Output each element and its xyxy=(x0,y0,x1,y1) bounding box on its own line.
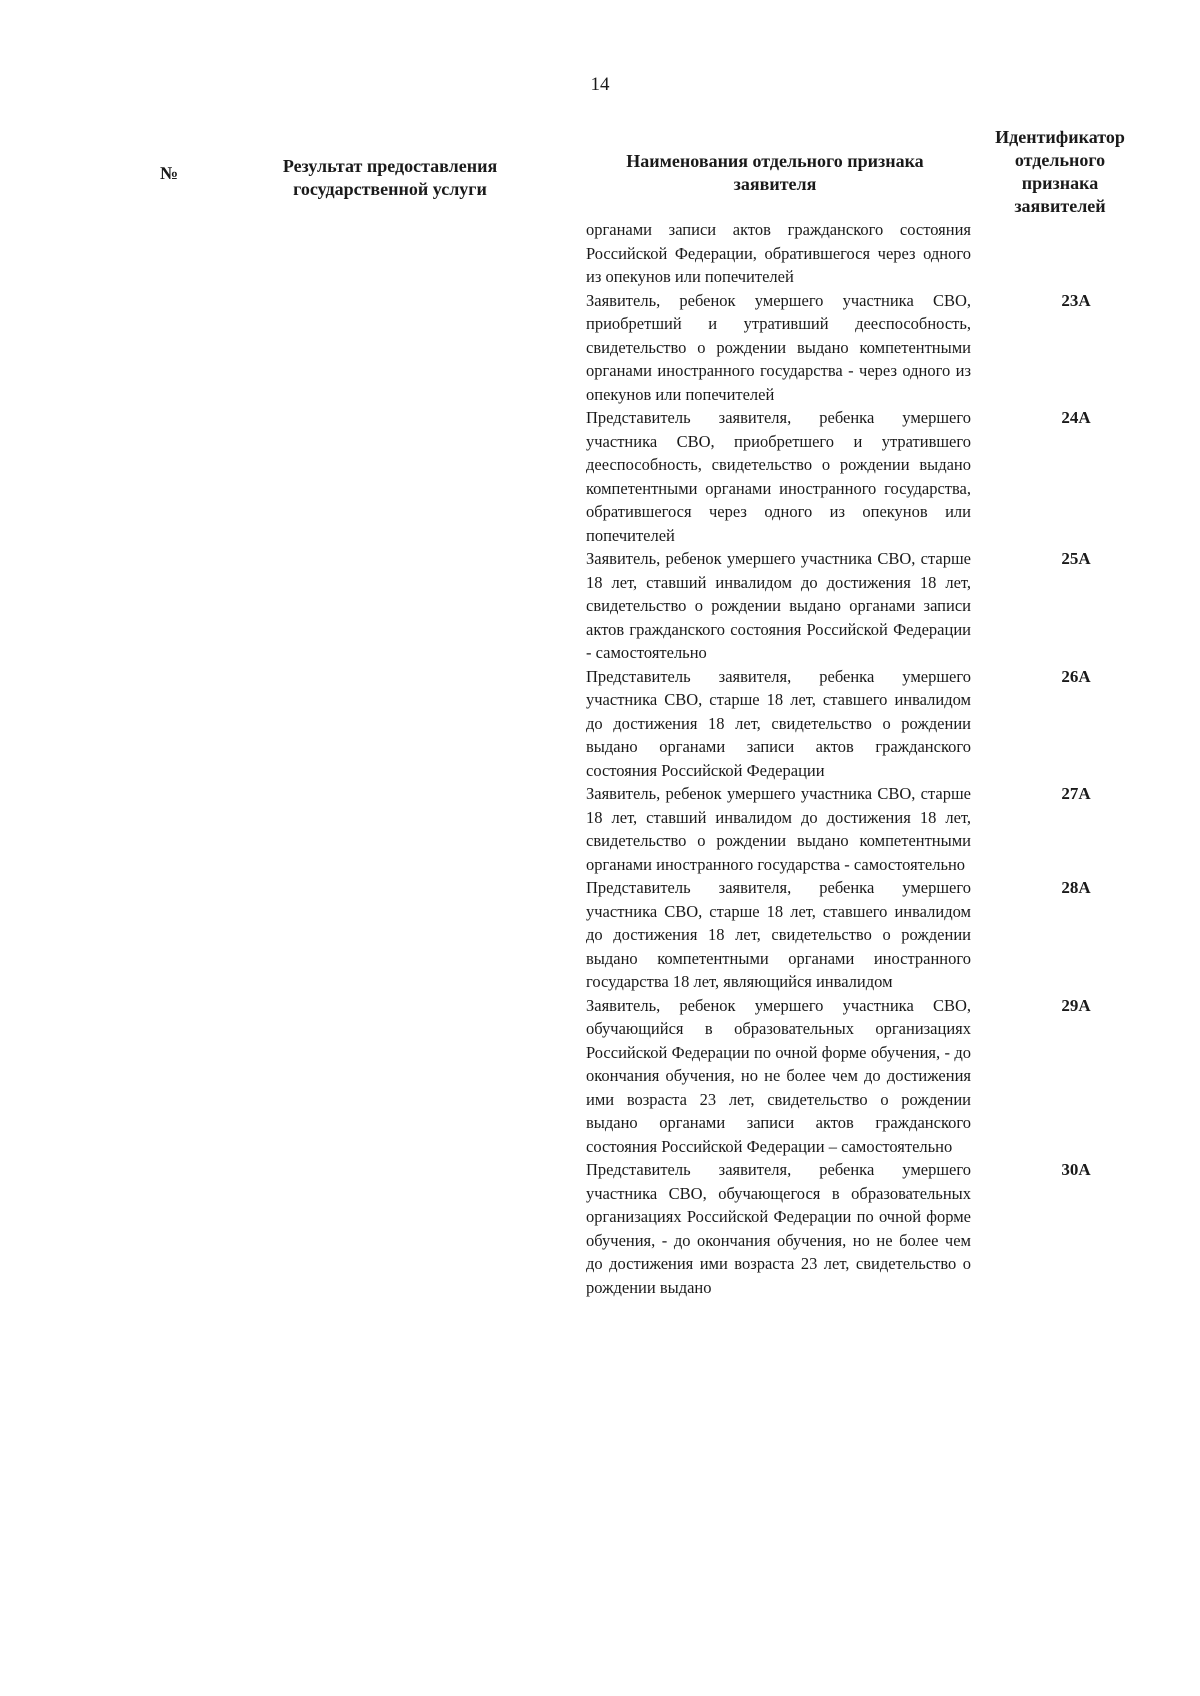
applicant-attribute-text: Заявитель, ребенок умершего участника СВО, старше 18 лет, ставший инвалидом до достижения 18 лет, свидетельство о рождении выдано компетентными органами иностранного государства - самостоятельно xyxy=(586,784,971,874)
table-row xyxy=(586,665,1091,783)
attribute-identifier: 25А xyxy=(1061,549,1091,568)
attribute-identifier: 23А xyxy=(1061,290,1091,310)
applicant-attribute-text: Представитель заявителя, ребенка умершего участника СВО, старше 18 лет, ставшего инвалидом до достижения 18 лет, свидетельство о рождении выдано органами записи актов гражданского состояния Российской Федерации xyxy=(586,666,971,780)
attribute-identifier: 26А xyxy=(1061,666,1091,686)
page-number: 14 xyxy=(590,74,610,95)
table-row xyxy=(586,547,1091,665)
applicant-attribute-text: Представитель заявителя, ребенка умершего участника СВО, обучающегося в образовательных организациях Российской Федерации по очной форме обучения, - до окончания обучения, но не более чем до достижения ими возраста 23 лет, свидетельство о рождении выдано xyxy=(586,1160,971,1297)
column-header-result: Результат предоставления государственной услуги xyxy=(282,156,498,199)
applicant-attribute-text: Представитель заявителя, ребенка умершего участника СВО, приобретшего и утратившего дееспособность, свидетельство о рождении выдано компетентными органами иностранного государства, обратившегося через одного из опекунов или попечителей xyxy=(586,408,971,545)
table-row xyxy=(586,782,1091,876)
applicant-attribute-text: Представитель заявителя, ребенка умершего участника СВО, старше 18 лет, ставшего инвалидом до достижения 18 лет, свидетельство о рождении выдано компетентными органами иностранного государства 18 лет, являющийся инвалидом xyxy=(586,878,971,991)
table-row xyxy=(586,289,1091,407)
table-body xyxy=(586,218,1091,1299)
table-row xyxy=(586,994,1091,1159)
column-header-identifier: Идентификатор отдельного признака заявителей xyxy=(995,127,1125,216)
table-row xyxy=(586,876,1091,994)
applicant-attribute-text: Заявитель, ребенок умершего участника СВО, старше 18 лет, ставший инвалидом до достижения 18 лет, свидетельство о рождении выдано органами записи актов гражданского состояния Российской Федерации - самостоятельно xyxy=(586,549,971,662)
attribute-identifier: 28А xyxy=(1061,878,1091,897)
table-row xyxy=(586,406,1091,547)
column-header-name: Наименования отдельного признака заявителя xyxy=(626,151,924,194)
attribute-identifier: 29А xyxy=(1061,995,1091,1015)
column-header-number: № xyxy=(159,163,179,183)
attribute-identifier: 24А xyxy=(1061,408,1091,427)
attribute-identifier: 27А xyxy=(1061,784,1091,803)
applicant-attribute-text: Заявитель, ребенок умершего участника СВО, обучающийся в образовательных организациях Российской Федерации по очной форме обучения, - до окончания обучения, но не более чем до достижения ими возраста 23 лет, свидетельство о рождении выдано органами записи актов гражданского состояния Российской Федерации – самостоятельно xyxy=(586,995,971,1156)
table-row xyxy=(586,1158,1091,1299)
applicant-attribute-text: органами записи актов гражданского состояния Российской Федерации, обратившегося через одного из опекунов или попечителей xyxy=(586,220,971,286)
attribute-identifier: 30А xyxy=(1061,1160,1091,1179)
table-row xyxy=(586,218,1016,289)
applicant-attribute-text: Заявитель, ребенок умершего участника СВО, приобретший и утративший дееспособность, свидетельство о рождении выдано компетентными органами иностранного государства - через одного из опекунов или попечителей xyxy=(586,290,971,404)
